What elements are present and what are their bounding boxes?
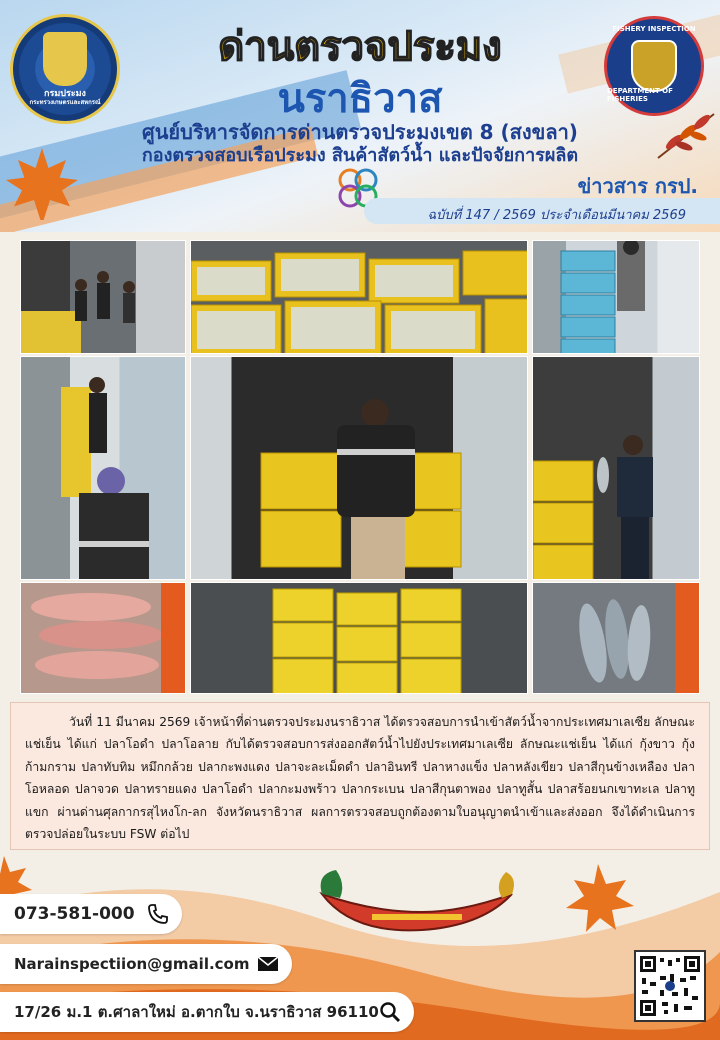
address-pill[interactable] — [0, 992, 414, 1032]
qr-code[interactable] — [634, 950, 706, 1022]
officer-fish-icon — [533, 357, 700, 580]
photo-officer-truck-center — [190, 356, 528, 580]
subtitle-line1: ศูนย์บริหารจัดการด่านตรวจประมงเขต 8 (สงขลา) — [142, 120, 578, 144]
officer-center-icon — [191, 357, 528, 580]
photo-fish-crates-top — [190, 240, 528, 354]
mail-icon — [256, 952, 280, 976]
header — [0, 0, 720, 232]
blue-crates-icon — [533, 241, 700, 354]
page-title-line1: ด่านตรวจประมง — [218, 25, 502, 69]
photo-blue-crates — [532, 240, 700, 354]
left-logo-text: กรมประมง — [44, 88, 86, 99]
snapper-fish-icon — [21, 583, 186, 694]
news-body — [10, 702, 710, 850]
right-logo-bottom-text: DEPARTMENT OF FISHERIES — [607, 87, 673, 103]
news-label: ข่าวสาร กรป. — [577, 174, 698, 198]
crate-stack-icon — [191, 583, 528, 694]
officer-side-icon — [21, 357, 186, 580]
right-logo-top-text: FISHERY INSPECTION — [612, 25, 696, 33]
photo-truck-officers — [20, 240, 186, 354]
subtitle-line2: กองตรวจสอบเรือประมง สินค้าสัตว์น้ำ และปัจจัยการผลิต — [141, 145, 579, 166]
page-title-line2: นราธิวาส — [277, 77, 443, 121]
search-icon — [378, 1000, 402, 1024]
footer — [0, 852, 720, 1040]
email-pill[interactable] — [0, 944, 292, 984]
fish-closeup-icon — [533, 583, 700, 694]
phone-pill[interactable] — [0, 894, 182, 934]
officers-silhouette-icon — [21, 241, 186, 354]
phone-number: 073-581-000 — [14, 904, 135, 924]
photo-officer-holding-fish — [532, 356, 700, 580]
photo-fish-closeup — [532, 582, 700, 694]
email-address: Narainspectiion@gmail.com — [14, 955, 250, 973]
address-text: 17/26 ม.1 ต.ศาลาใหม่ อ.ตากใบ จ.นราธิวาส 96110 — [14, 1003, 379, 1021]
kolae-boat-icon — [312, 864, 522, 944]
left-logo-caption: กระทรวงเกษตรและสหกรณ์ — [29, 98, 101, 106]
photo-officer-inspecting-side — [20, 356, 186, 580]
photo-yellow-crates-stack — [190, 582, 528, 694]
issue-text: ฉบับที่ 147 / 2569 ประจำเดือนมีนาคม 2569 — [427, 208, 686, 223]
photo-grid — [20, 240, 700, 694]
news-paragraph: วันที่ 11 มีนาคม 2569 เจ้าหน้าที่ด่านตรวจประมงนราธิวาส ได้ตรวจสอบการนำเข้าสัตว์น้ำจากประเทศมาเลเซีย ลักษณะแช่เย็น ได้แก่ ปลาโอดำ ปลาโอลาย กับได้ตรวจสอบการส่งออกสัตว์น้ำไปยังประเทศมาเลเซีย ลักษณะแช่เย็น ได้แก่ กุ้งขาว กุ้งก้ามกราม ปลาทับทิม หมึกกล้วย ปลากะพงแดง ปลาจะละเม็ดดำ ปลาอินทรี ปลาหางแข็ง ปลาหลังเขียว ปลาสีกุนข้างเหลือง ปลาโอหลอด ปลาจวด ปลาทรายแดง ปลาโอดำ ปลากะมงพร้าว ปลากระเบน ปลาสีกุนตาพอง ปลาทูสั้น ปลาสร้อยนกเขาทะเล ปลาทูแขก ผ่านด่านศุลกากรสุไหงโก-ลก จังหวัดนราธิวาส ผลการตรวจสอบถูกต้องตามใบอนุญาตนำเข้าและส่งออก จึงได้ดำเนินการตรวจปล่อยในระบบ FSW ต่อไป — [25, 715, 695, 842]
photo-red-snapper — [20, 582, 186, 694]
phone-icon — [146, 902, 170, 926]
qr-code-icon — [640, 956, 700, 1016]
fish-crates-icon — [191, 241, 528, 354]
